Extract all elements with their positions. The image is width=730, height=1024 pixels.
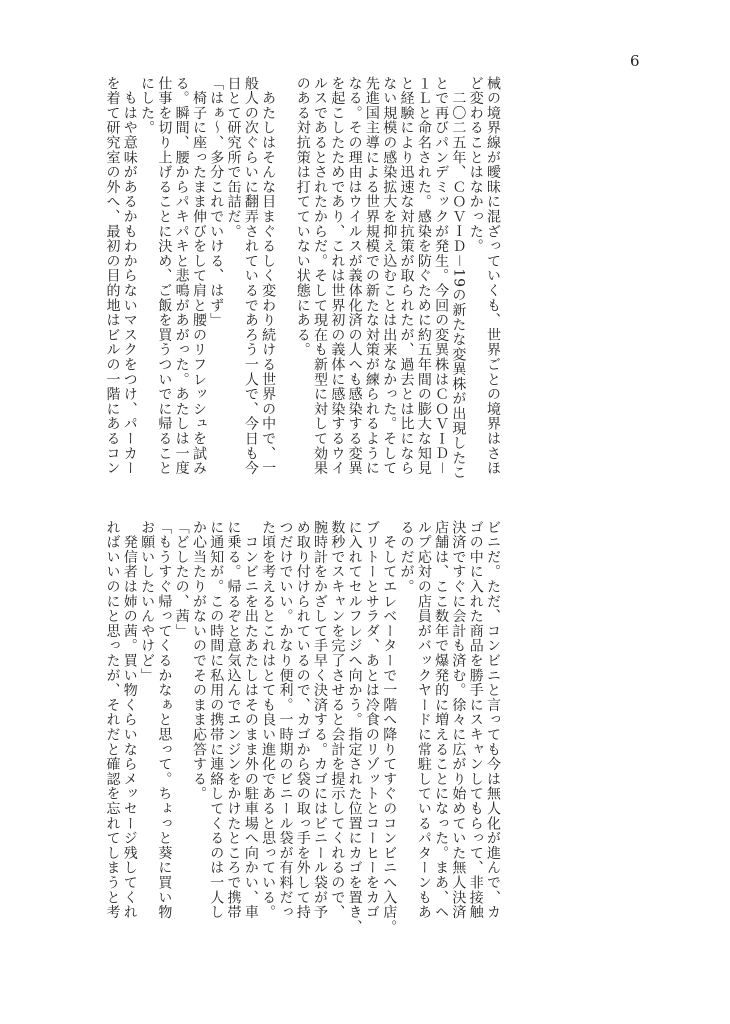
text-line: なる。その理由はウイルスが義体化済の人へも感染する変異: [346, 76, 363, 476]
text-line: ゴの中に入れた商品を勝手にスキャンしてもらって、非接触: [467, 520, 484, 920]
text-line: 先進国主導による世界規模での新たな対策が練られるように: [363, 76, 380, 476]
text-line: ればいいのにと思ったが、それだと確認を忘れてしまうと考: [104, 520, 121, 920]
text-line: １Ｌと命名された。感染を防ぐために約五年間の膨大な知見: [415, 76, 432, 476]
text-line: お願いしたいんやけど」: [139, 520, 156, 683]
text-line: を起こしたためであり、これは世界初の義体に感染するウイ: [329, 76, 346, 476]
text-line: る。瞬間、腰からパキパキと悲鳴があがった。あたしは一度: [173, 76, 190, 476]
text-line: 「はぁ～、多分これでいける、はず」: [208, 76, 225, 328]
text-line: ルスであるとされたからだ。そして現在も新型に対して効果: [312, 76, 329, 476]
text-line: ビニだ。ただ、コンビニと言っても今は無人化が進んで、カ: [485, 520, 501, 920]
text-line: もはや意味があるかもわからないマスクをつけ、パーカー: [121, 76, 138, 476]
text-line: そしてエレベーターで一階へ降りてすぐのコンビニへ入店。: [381, 520, 398, 935]
text-line: つだけでいい。かなり便利。一時期のビニール袋が有料だっ: [277, 520, 294, 920]
text-line: 椅子に座ったまま伸びをして肩と腰のリフレッシュを試み: [190, 76, 207, 476]
text-line: とで再びパンデミックが発生。今回の変異株はＣＯＶＩＤ－: [433, 76, 450, 476]
text-line: 店舗は、ここ数年で爆発的に増えることになった。まあ、ヘ: [433, 520, 450, 920]
text-line: 「もうすぐ帰ってくるかなぁと思って。ちょっと葵に買い物: [156, 520, 173, 920]
lower-text-block: [103, 520, 501, 940]
text-line: 腕時計をかざして手早く決済する。カゴにはビニール袋が予: [312, 520, 329, 920]
text-line: コンビニを出たあたしはそのまま外の駐車場へ向かい、車: [242, 520, 259, 920]
text-line: を着て研究室の外へ、最初の目的地はビルの一階にあるコン: [104, 76, 121, 476]
text-line: に通知が。この時間に私用の携帯に連絡してくるのは一人し: [208, 520, 225, 920]
text-line: ブリトーとサラダ、あとは冷食のリゾットとコーヒーをカゴ: [363, 520, 380, 920]
text-line: 発信者は姉の茜。買い物くらいならメッセージ残してくれ: [121, 520, 138, 920]
text-line: 数秒でスキャンを完了させると会計を提示してくれるので、: [329, 520, 346, 920]
text-line: 般人の次ぐらいに翻弄されているであろう一人で、今日も今: [242, 76, 259, 476]
page-number: 6: [630, 52, 640, 70]
text-line: 二〇二五年、ＣＯＶＩＤ－19の新たな変異株が出現したこ: [450, 76, 467, 481]
text-line: あたしはそんな目まぐるしく変わり続ける世界の中で、一: [260, 76, 277, 476]
text-line: 「どしたの、茜」: [173, 520, 190, 639]
text-line: 仕事を切り上げることに決め、ご飯を買うついでに帰ること: [156, 76, 173, 476]
text-line: 械の境界線が曖昧に混ざっていくも、世界ごとの境界はさほ: [485, 76, 501, 476]
text-line: め取り付けられているので、カゴから袋の取っ手を外して持: [294, 520, 311, 920]
text-line: と経験により迅速な対抗策が取られたが、過去とは比になら: [398, 76, 415, 476]
text-line: か心当たりがないのでそのまま応答する。: [190, 520, 207, 802]
text-line: のある対抗策は打てていない状態にある。: [294, 76, 311, 358]
text-line: ど変わることはなかった。: [467, 76, 484, 254]
text-line: [276, 76, 293, 496]
text-line: た頃を考えるとこれはとても良い進化であると思っている。: [260, 520, 277, 920]
text-line: ない規模の感染拡大を抑え込むことは出来なかった。そして: [381, 76, 398, 476]
text-line: ルプ応対の店員がバックヤードに常駐しているパターンもあ: [415, 520, 432, 920]
text-line: るのだが。: [398, 520, 415, 594]
text-line: に乗る。帰るぞと意気込んでエンジンをかけたところで携帯: [225, 520, 242, 920]
text-line: 決済ですぐに会計も済む。徐々に広がり始めていた無人決済: [450, 520, 467, 920]
upper-text-block: [103, 76, 501, 496]
text-line: にした。: [139, 76, 156, 136]
text-line: に入れてセルフレジへ向かう。指定された位置にカゴを置き、: [346, 520, 363, 935]
text-line: 日とて研究所で缶詰だ。: [225, 76, 242, 239]
